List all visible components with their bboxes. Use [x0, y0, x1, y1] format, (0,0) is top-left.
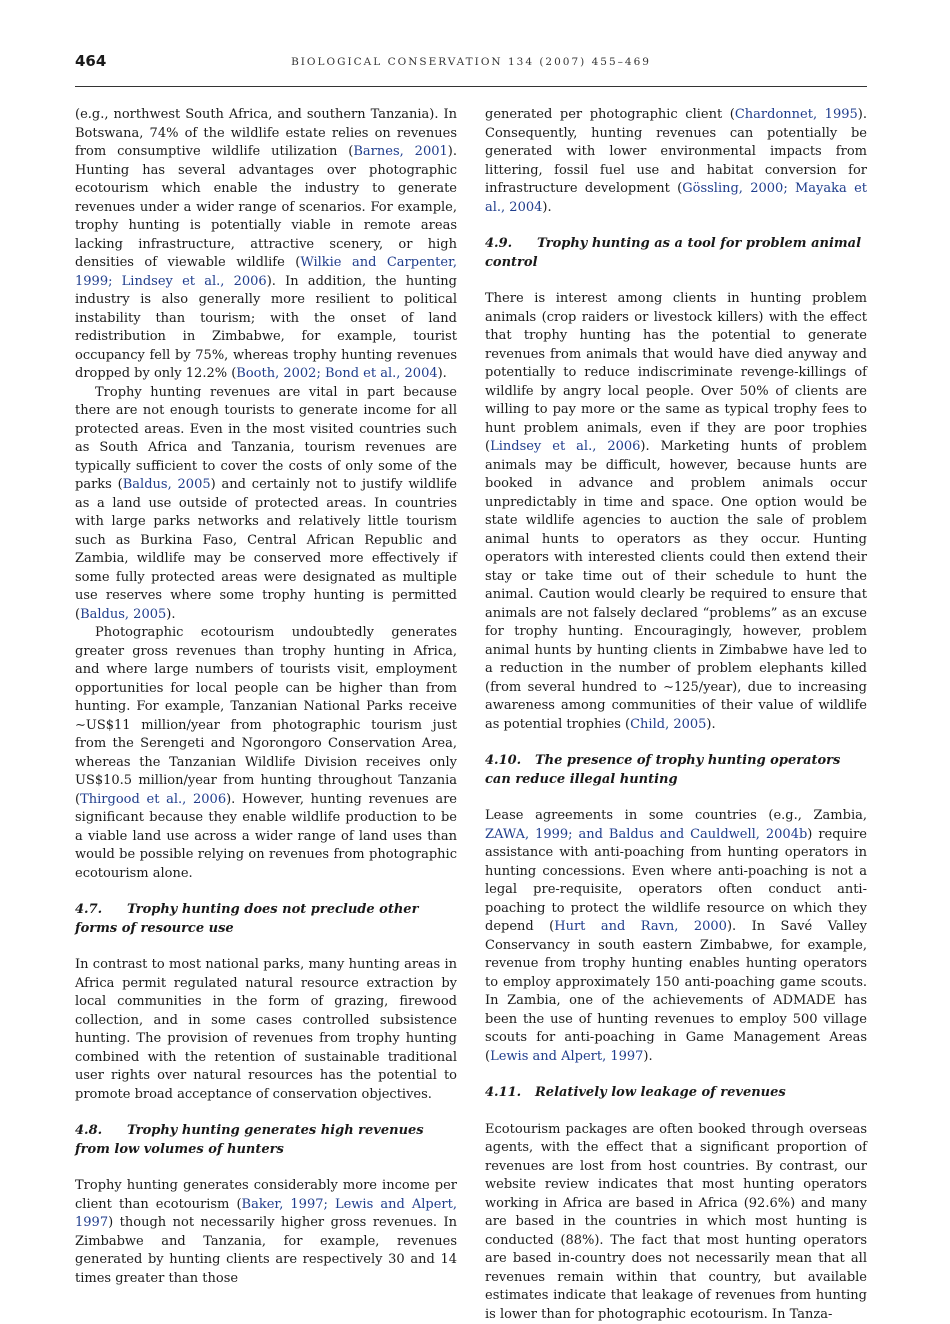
- paragraph: Lease agreements in some countries (e.g., Zambia, ZAWA, 1999; and Baldus and Cauldwell, 2004b) require assistance with anti-poaching from hunting operators in hunting concessions. Even where anti-poaching is not a legal pre-requisite, operators often conduct anti-poaching to protect the wildlife resource on which they depend (Hurt and Ravn, 2000). In Savé Valley Conservancy in south eastern Zimbabwe, for example, revenue from trophy hunting enables hunting operators to employ approximately 150 anti-poaching game scouts. In Zambia, one of the achievements of ADMADE has been the use of hunting revenues to employ 500 village scouts for anti-poaching in Game Management Areas (Lewis and Alpert, 1997).: [485, 807, 867, 1066]
- section-heading-4-11: [485, 1084, 867, 1103]
- header-rule: [75, 86, 867, 87]
- paragraph: Trophy hunting generates considerably more income per client than ecotourism (Baker, 1997; Lewis and Alpert, 1997) though not necessarily higher gross revenues. In Zimbabwe and Tanzania, for example, revenues generated by hunting clients are respectively 30 and 14 times greater than those: [75, 1177, 457, 1288]
- section-title: Relatively low leakage of revenues: [535, 1085, 786, 1100]
- section-heading-4-7: [75, 901, 457, 938]
- citation-link[interactable]: Barnes, 2001: [353, 144, 447, 159]
- paragraph: Photographic ecotourism undoubtedly generates greater gross revenues than trophy hunting in Africa, and where large numbers of tourists visit, employment opportunities for local people can be higher than from hunting. For example, Tanzanian National Parks receive ∼US$11 million/year from photographic tourism just from the Serengeti and Ngorongoro Conservation Area, whereas the Tanzanian Wildlife Division receives only US$10.5 million/year from hunting throughout Tanzania (Thirgood et al., 2006). However, hunting revenues are significant because they enable wildlife production to be a viable land use across a wider range of land uses than would be possible relying on revenues from photographic ecotourism alone.: [75, 624, 457, 883]
- left-column: [75, 106, 457, 1288]
- section-title: Trophy hunting does not preclude other forms of resource use: [75, 902, 418, 936]
- section-title: The presence of trophy hunting operators can reduce illegal hunting: [485, 753, 840, 787]
- page-header: [75, 52, 867, 74]
- citation-link[interactable]: ZAWA, 1999; and Baldus and Cauldwell, 2004b: [485, 827, 807, 842]
- section-number: 4.10.: [485, 752, 535, 771]
- citation-link[interactable]: Baldus, 2005: [123, 477, 211, 492]
- citation-link[interactable]: Booth, 2002; Bond et al., 2004: [236, 366, 437, 381]
- section-number: 4.9.: [485, 235, 537, 254]
- section-heading-4-8: [75, 1122, 457, 1159]
- paragraph: Trophy hunting revenues are vital in part because there are not enough tourists to generate income for all protected areas. Even in the most visited countries such as South Africa and Tanzania, tourism revenues are typically sufficient to cover the costs of only some of the parks (Baldus, 2005) and certainly not to justify wildlife as a land use outside of protected areas. In countries with large parks networks and relatively little tourism such as Burkina Faso, Central African Republic and Zambia, wildlife may be conserved more effectively if some fully protected areas were designated as multiple use reserves where some trophy hunting is permitted (Baldus, 2005).: [75, 384, 457, 625]
- citation-link[interactable]: Lindsey et al., 2006: [490, 439, 640, 454]
- citation-link[interactable]: Lewis and Alpert, 1997: [490, 1049, 643, 1064]
- section-heading-4-9: [485, 235, 867, 272]
- section-number: 4.11.: [485, 1084, 535, 1103]
- citation-link[interactable]: Child, 2005: [630, 717, 706, 732]
- paragraph: (e.g., northwest South Africa, and southern Tanzania). In Botswana, 74% of the wildlife estate relies on revenues from consumptive wildlife utilization (Barnes, 2001). Hunting has several advantages over photographic ecotourism which enable the industry to generate revenues under a wider range of scenarios. For example, trophy hunting is potentially viable in remote areas lacking infrastructure, attractive scenery, or high densities of viewable wildlife (Wilkie and Carpenter, 1999; Lindsey et al., 2006). In addition, the hunting industry is also generally more resilient to political instability than tourism; with the onset of land redistribution in Zimbabwe, for example, tourist occupancy fell by 75%, whereas trophy hunting revenues dropped by only 12.2% (Booth, 2002; Bond et al., 2004).: [75, 106, 457, 384]
- page-number: 464: [75, 52, 106, 70]
- section-title: Trophy hunting generates high revenues from low volumes of hunters: [75, 1123, 424, 1157]
- citation-link[interactable]: Hurt and Ravn, 2000: [554, 919, 727, 934]
- paragraph: generated per photographic client (Chardonnet, 1995). Consequently, hunting revenues can potentially be generated with lower environmental impacts from littering, fossil fuel use and habitat conversion for infrastructure development (Gössling, 2000; Mayaka et al., 2004).: [485, 106, 867, 217]
- citation-link[interactable]: Chardonnet, 1995: [735, 107, 858, 122]
- section-number: 4.7.: [75, 901, 127, 920]
- paragraph: There is interest among clients in hunting problem animals (crop raiders or livestock killers) with the effect that trophy hunting has the potential to generate revenues from animals that would have died anyway and potentially to reduce indiscriminate revenge-killings of wildlife by angry local people. Over 50% of clients are willing to pay more or the same as typical trophy fees to hunt problem animals, even if they are poor trophies (Lindsey et al., 2006). Marketing hunts of problem animals may be difficult, however, because hunts are booked in advance and problem animals occur unpredictably in time and space. One option would be state wildlife agencies to auction the sale of problem animal hunts to operators as they occur. Hunting operators with interested clients could then extend their stay or take time out of their schedule to hunt the animal. Caution would clearly be required to ensure that animals are not falsely declared “problems” as an excuse for trophy hunting. Encouragingly, however, problem animal hunts by hunting clients in Zimbabwe have led to a reduction in the number of problem elephants killed (from several hundred to ∼125/year), due to increasing awareness among communities of their value of wildlife as potential trophies (Child, 2005).: [485, 290, 867, 734]
- section-number: 4.8.: [75, 1122, 127, 1141]
- citation-link[interactable]: Thirgood et al., 2006: [80, 792, 226, 807]
- section-heading-4-10: [485, 752, 867, 789]
- paragraph: Ecotourism packages are often booked through overseas agents, with the effect that a significant proportion of revenues are lost from host countries. By contrast, our website review indicates that most hunting operators working in Africa are based in Africa (92.6%) and many are based in the countries in which most hunting is conducted (88%). The fact that most hunting operators are based in-country does not necessarily mean that all revenues remain within that country, but available estimates indicate that leakage of revenues from hunting is lower than for photographic ecotourism. In Tanza-: [485, 1121, 867, 1324]
- right-column: [485, 106, 867, 1324]
- journal-running-head: BIOLOGICAL CONSERVATION 134 (2007) 455–469: [75, 56, 867, 68]
- paragraph: In contrast to most national parks, many hunting areas in Africa permit regulated natural resource extraction by local communities in the form of grazing, firewood collection, and in some cases controlled subsistence hunting. The provision of revenues from trophy hunting combined with the retention of sustainable traditional user rights over natural resources has the potential to promote broad acceptance of conservation objectives.: [75, 956, 457, 1104]
- citation-link[interactable]: Gössling, 2000; Mayaka et al., 2004: [485, 181, 867, 215]
- citation-link[interactable]: Baldus, 2005: [80, 607, 166, 622]
- citation-link[interactable]: Wilkie and Carpenter, 1999; Lindsey et al., 2006: [75, 255, 457, 289]
- citation-link[interactable]: Baker, 1997; Lewis and Alpert, 1997: [75, 1197, 457, 1231]
- section-title: Trophy hunting as a tool for problem animal control: [485, 236, 861, 270]
